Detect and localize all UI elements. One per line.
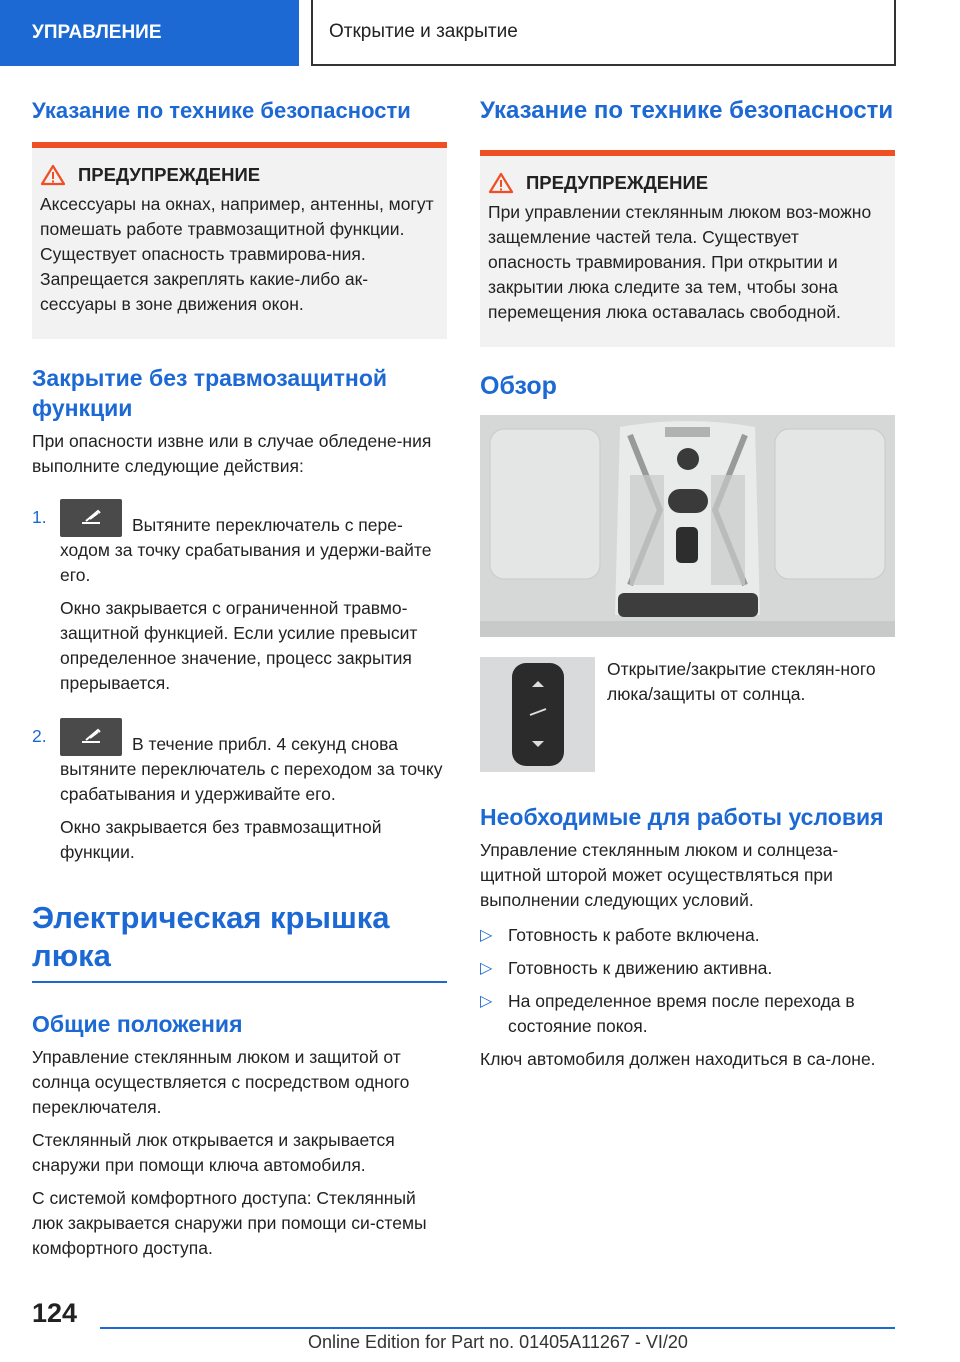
key-note: Ключ автомобиля должен находиться в са-лоне.	[480, 1049, 876, 1069]
warning-header	[488, 172, 885, 194]
warning-label: ПРЕДУПРЕЖДЕНИЕ	[78, 164, 261, 185]
conditions-heading: Необходимые для работы условия	[480, 804, 884, 830]
warning-text: При управлении стеклянным люком воз-можно защемление частей тела. Существует опасность травмирования. При открытии и закрытии люка следите за тем, чтобы зона перемещения люка оставалась свободной.	[488, 202, 872, 322]
chapter-tab: Открытие и закрытие	[311, 0, 896, 66]
header-tabs	[0, 0, 960, 66]
general-p3: С системой комфортного доступа: Стеклянный люк закрывается снаружи при помощи си-стемы комфортного доступа.	[32, 1188, 427, 1258]
step-note: Окно закрывается без травмозащитной функции.	[60, 817, 382, 862]
right-column	[480, 96, 895, 1072]
sunroof-heading: Электрическая крышка люка	[32, 900, 390, 973]
triangle-bullet-icon: ▷	[480, 927, 493, 944]
footer-rule	[100, 1327, 895, 1329]
condition-item	[480, 956, 895, 981]
sunroof-switch-image	[480, 657, 595, 772]
triangle-bullet-icon: ▷	[480, 993, 493, 1010]
step-text-wrap	[60, 718, 447, 807]
general-p1: Управление стеклянным люком и защитой от солнца осуществляется с посредством одного переключателя.	[32, 1047, 410, 1117]
section-rule	[32, 981, 447, 983]
close-heading: Закрытие без травмозащитной функции	[32, 365, 388, 421]
condition-item	[480, 989, 895, 1039]
image-caption: Открытие/закрытие стеклян-ного люка/защиты от солнца.	[607, 659, 876, 704]
page-number: 124	[32, 1298, 78, 1328]
step-text: В течение прибл. 4 секунд снова вытяните переключатель с переходом за точку срабатывания и удерживайте его.	[60, 734, 443, 804]
section-tab: УПРАВЛЕНИЕ	[0, 0, 299, 66]
warning-box-left	[32, 142, 447, 339]
warning-triangle-icon	[488, 172, 514, 194]
condition-item	[480, 923, 895, 948]
overview-heading: Обзор	[480, 372, 557, 400]
conditions-intro: Управление стеклянным люком и солнцеза-щитной шторой может осуществляться при выполнении следующих условий.	[480, 840, 839, 910]
left-column	[32, 96, 447, 1261]
step-number: 1.	[32, 507, 47, 527]
condition-text: Готовность к работе включена.	[508, 925, 760, 945]
step-number: 2.	[32, 726, 47, 746]
warning-header	[40, 164, 437, 186]
window-switch-icon	[60, 499, 122, 537]
window-switch-icon	[60, 718, 122, 756]
warning-triangle-icon	[40, 164, 66, 186]
step-text-wrap	[60, 499, 447, 588]
close-intro: При опасности извне или в случае обледене-ния выполните следующие действия:	[32, 431, 432, 476]
step-text: Вытяните переключатель с пере-ходом за точку срабатывания и удержи-вайте его.	[60, 515, 432, 585]
general-heading: Общие положения	[32, 1011, 243, 1037]
step-2	[32, 718, 447, 865]
general-p2: Стеклянный люк открывается и закрывается снаружи при помощи ключа автомобиля.	[32, 1130, 395, 1175]
condition-text: Готовность к движению активна.	[508, 958, 773, 978]
warning-label: ПРЕДУПРЕЖДЕНИЕ	[526, 172, 709, 193]
edition-text: Online Edition for Part no. 01405A11267 - VI/20	[308, 1332, 688, 1352]
triangle-bullet-icon: ▷	[480, 960, 493, 977]
warning-box-right	[480, 150, 895, 347]
caption-row	[480, 657, 895, 772]
condition-text: На определенное время после перехода в состояние покоя.	[508, 991, 855, 1036]
warning-text: Аксессуары на окнах, например, антенны, могут помешать работе травмозащитной функции. Существует опасность травмирова-ния. Запрещается закреплять какие-либо ак-сессуары в зоне движения окон.	[40, 194, 434, 314]
safety-heading-right: Указание по технике безопасности	[480, 97, 894, 124]
step-note: Окно закрывается с ограниченной травмо-защитной функцией. Если усилие превысит определенное значение, процесс закрытия прерывается.	[60, 598, 418, 693]
roof-console-image	[480, 415, 895, 637]
step-1	[32, 499, 447, 696]
safety-heading-left: Указание по технике безопасности	[32, 98, 411, 123]
